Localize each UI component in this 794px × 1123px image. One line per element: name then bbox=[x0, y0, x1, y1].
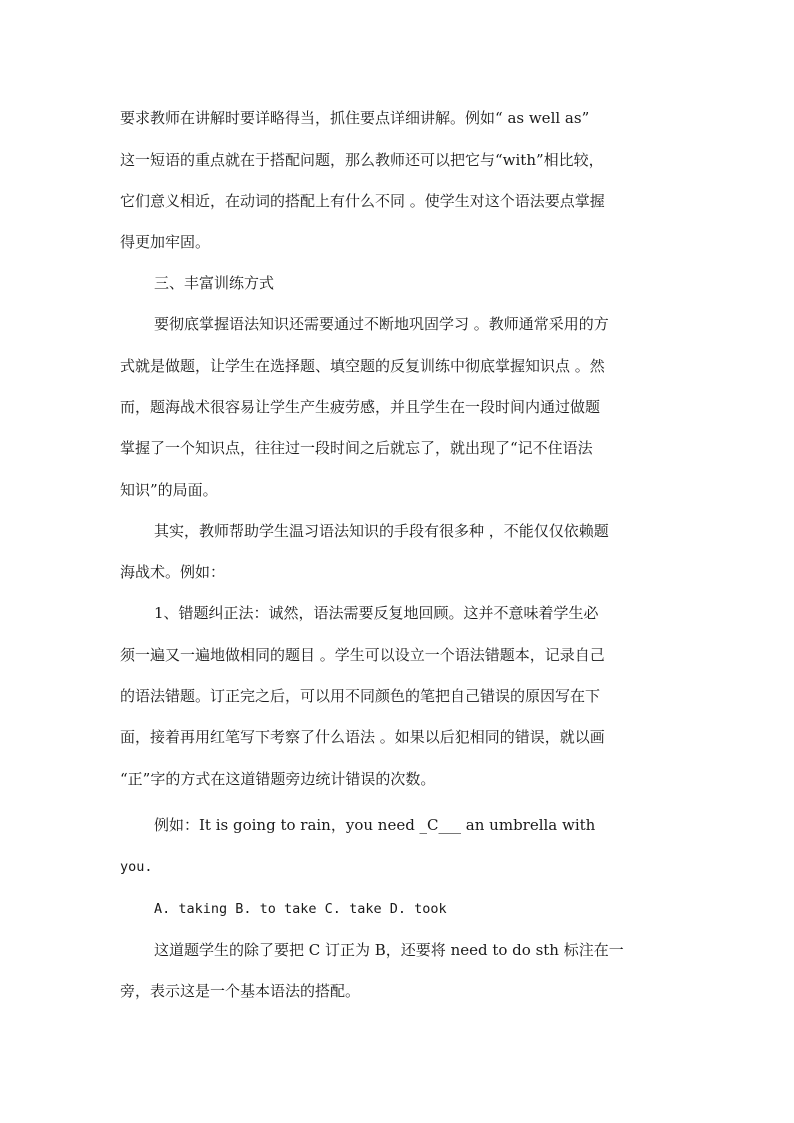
paragraph-line: 式就是做题，让学生在选择题、填空题的反复训练中彻底掌握知识点 。然 bbox=[120, 357, 605, 375]
paragraph-line: 要求教师在讲解时要详略得当，抓住要点详细讲解。例如“ as well as” bbox=[120, 109, 590, 127]
paragraph-line: 旁，表示这是一个基本语法的搭配。 bbox=[120, 982, 361, 1000]
paragraph-line: 得更加牢固。 bbox=[120, 233, 211, 251]
paragraph-line: 面，接着再用红笔写下考察了什么语法 。如果以后犯相同的错误，就以画 bbox=[120, 728, 605, 746]
paragraph-line: 而，题海战术很容易让学生产生疲劳感，并且学生在一段时间内通过做题 bbox=[120, 398, 601, 416]
paragraph-line: 这一短语的重点就在于搭配问题，那么教师还可以把它与“with”相比较， bbox=[120, 151, 604, 169]
paragraph-line: 这道题学生的除了要把 C 订正为 B，还要将 need to do sth 标注在一 bbox=[154, 941, 624, 959]
paragraph-line: 知识”的局面。 bbox=[120, 481, 218, 499]
paragraph-line: 须一遍又一遍地做相同的题目 。学生可以设立一个语法错题本，记录自己 bbox=[120, 646, 605, 664]
paragraph-line: 掌握了一个知识点，往往过一段时间之后就忘了，就出现了“记不住语法 bbox=[120, 439, 593, 457]
answer-options: A. taking B. to take C. take D. took bbox=[154, 901, 447, 917]
list-item: 1、错题纠正法：诚然，语法需要反复地回顾。这并不意味着学生必 bbox=[154, 604, 599, 622]
paragraph-line: “正”字的方式在这道错题旁边统计错误的次数。 bbox=[120, 770, 436, 788]
example-sentence: 例如：It is going to rain，you need _C___ an umbrella with bbox=[154, 816, 596, 834]
paragraph-line: 的语法错题。订正完之后，可以用不同颜色的笔把自己错误的原因写在下 bbox=[120, 687, 601, 705]
paragraph-line: 海战术。例如： bbox=[120, 563, 226, 581]
paragraph-line: 要彻底掌握语法知识还需要通过不断地巩固学习 。教师通常采用的方 bbox=[154, 315, 609, 333]
paragraph-line: 它们意义相近，在动词的搭配上有什么不同 。使学生对这个语法要点掌握 bbox=[120, 192, 605, 210]
example-sentence: you. bbox=[120, 859, 153, 875]
section-heading: 三、丰富训练方式 bbox=[154, 274, 275, 292]
paragraph-line: 其实，教师帮助学生温习语法知识的手段有很多种 ，不能仅仅依赖题 bbox=[154, 522, 609, 540]
